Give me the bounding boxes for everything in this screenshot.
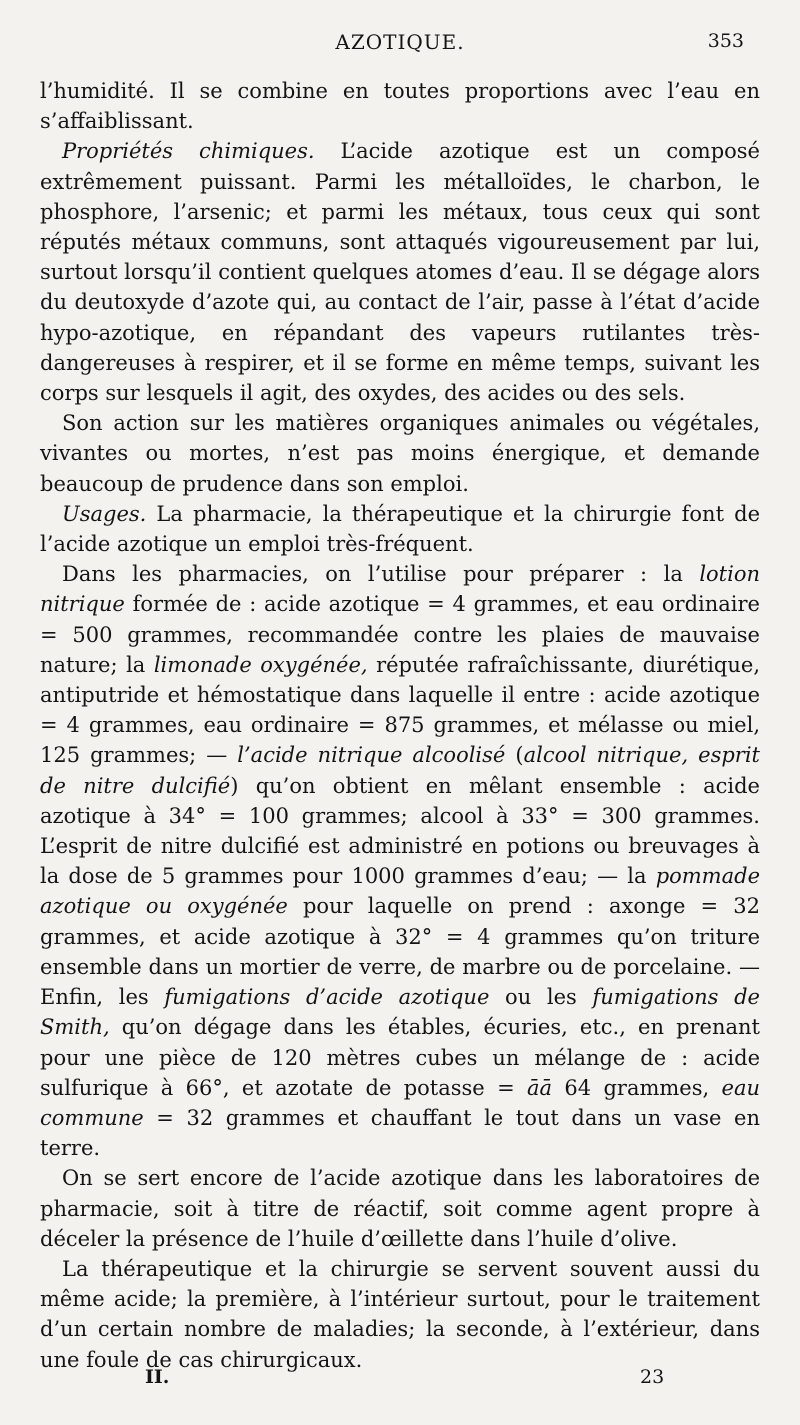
italic-text: fumigations d’acide azotique (164, 985, 490, 1010)
text-run: qu’on dégage dans les étables, écuries, etc., en prenant pour une pièce de 120 mètres cubes un mélange de : acide sulfurique à 66°, et azotate de potasse = (40, 1015, 760, 1100)
italic-text: fumigations de Smith, (40, 985, 760, 1040)
italic-text: lotion nitrique (40, 562, 760, 617)
text-run: ou les (489, 985, 593, 1010)
paragraph (40, 76, 760, 136)
paragraph (40, 559, 760, 1163)
text-run: = 32 grammes et chauffant le tout dans un vase en terre. (40, 1105, 760, 1161)
italic-text: l’acide nitrique alcoolisé (237, 743, 506, 768)
text-run: On se sert encore de l’acide azotique dans les laboratoires de pharmacie, soit à titre de réactif, soit comme agent propre à déceler la présence de l’huile d’œillette dans l’huile d’olive. (40, 1166, 760, 1251)
page-footer (40, 1366, 760, 1396)
running-head (40, 30, 760, 66)
paragraph (40, 408, 760, 499)
text-run: pour laquelle on prend : axonge = 32 grammes, et acide azotique à 32° = 4 grammes qu’on triture ensemble dans un mortier de verre, de marbre ou de porcelaine. — Enfin, les (40, 894, 760, 1010)
text-run: L’acide azotique est un composé extrêmement puissant. Parmi les métalloïdes, le charbon, le phosphore, l’arsenic; et parmi les métaux, tous ceux qui sont réputés métaux communs, sont attaqués vigoureusement par lui, surtout lorsqu’il contient quelques atomes d’eau. Il se dégage alors du deutoxyde d’azote qui, au contact de l’air, passe à l’état d’acide hypo-azotique, en répandant des vapeurs rutilantes très-dangereuses à respirer, et il se forme en même temps, suivant les corps sur lesquels il agit, des oxydes, des acides ou des sels. (40, 139, 760, 406)
text-run: l’humidité. Il se combine en toutes proportions avec l’eau en s’affaiblissant. (40, 79, 760, 134)
running-title: AZOTIQUE. (335, 30, 465, 54)
italic-text: āā (527, 1075, 553, 1100)
body-text (40, 76, 760, 1375)
paragraph (40, 1254, 760, 1375)
text-run: formée de : acide azotique = 4 grammes, et eau ordinaire = 500 grammes, recommandée contre les plaies de mauvaise nature; la (40, 592, 760, 677)
text-run: La pharmacie, la thérapeutique et la chirurgie font de l’acide azotique un emploi très-fréquent. (40, 501, 760, 557)
page-number: 353 (707, 30, 744, 52)
italic-text: alcool nitrique, esprit de nitre dulcifié (40, 743, 760, 798)
italic-text: eau commune (40, 1075, 760, 1130)
text-run: ) qu’on obtient en mêlant ensemble : acide azotique à 34° = 100 grammes; alcool à 33° = 300 grammes. L’esprit de nitre dulcifié est administré en potions ou breuvages à la dose de 5 grammes pour 1000 grammes d’eau; — la (40, 773, 760, 889)
text-run: Son action sur les matières organiques animales ou végétales, vivantes ou mortes, n’est pas moins énergique, et demande beaucoup de prudence dans son emploi. (40, 411, 760, 496)
paragraph (40, 136, 760, 408)
italic-text: Propriétés chimiques. (62, 139, 315, 164)
paragraph (40, 1163, 760, 1254)
italic-text: pommade azotique ou oxygénée (40, 864, 760, 919)
text-run: Dans les pharmacies, on l’utilise pour préparer : la (62, 562, 700, 587)
signature-mark: II. (145, 1366, 170, 1388)
italic-text: Usages. (62, 501, 147, 526)
sheet-number: 23 (640, 1366, 665, 1388)
italic-text: limonade oxygénée, (153, 652, 368, 677)
paragraph (40, 499, 760, 559)
text-run: 64 grammes, (552, 1075, 722, 1100)
text-run: ( (505, 743, 524, 768)
text-run: réputée rafraîchissante, diurétique, antiputride et hémostatique dans laquelle il entre : acide azotique = 4 grammes, eau ordinaire = 875 grammes, et mélasse ou miel, 125 grammes; — (40, 652, 760, 768)
text-run: La thérapeutique et la chirurgie se servent souvent aussi du même acide; la première, à l’intérieur surtout, pour le traitement d’un certain nombre de maladies; la seconde, à l’extérieur, dans une foule de cas chirurgicaux. (40, 1256, 760, 1372)
